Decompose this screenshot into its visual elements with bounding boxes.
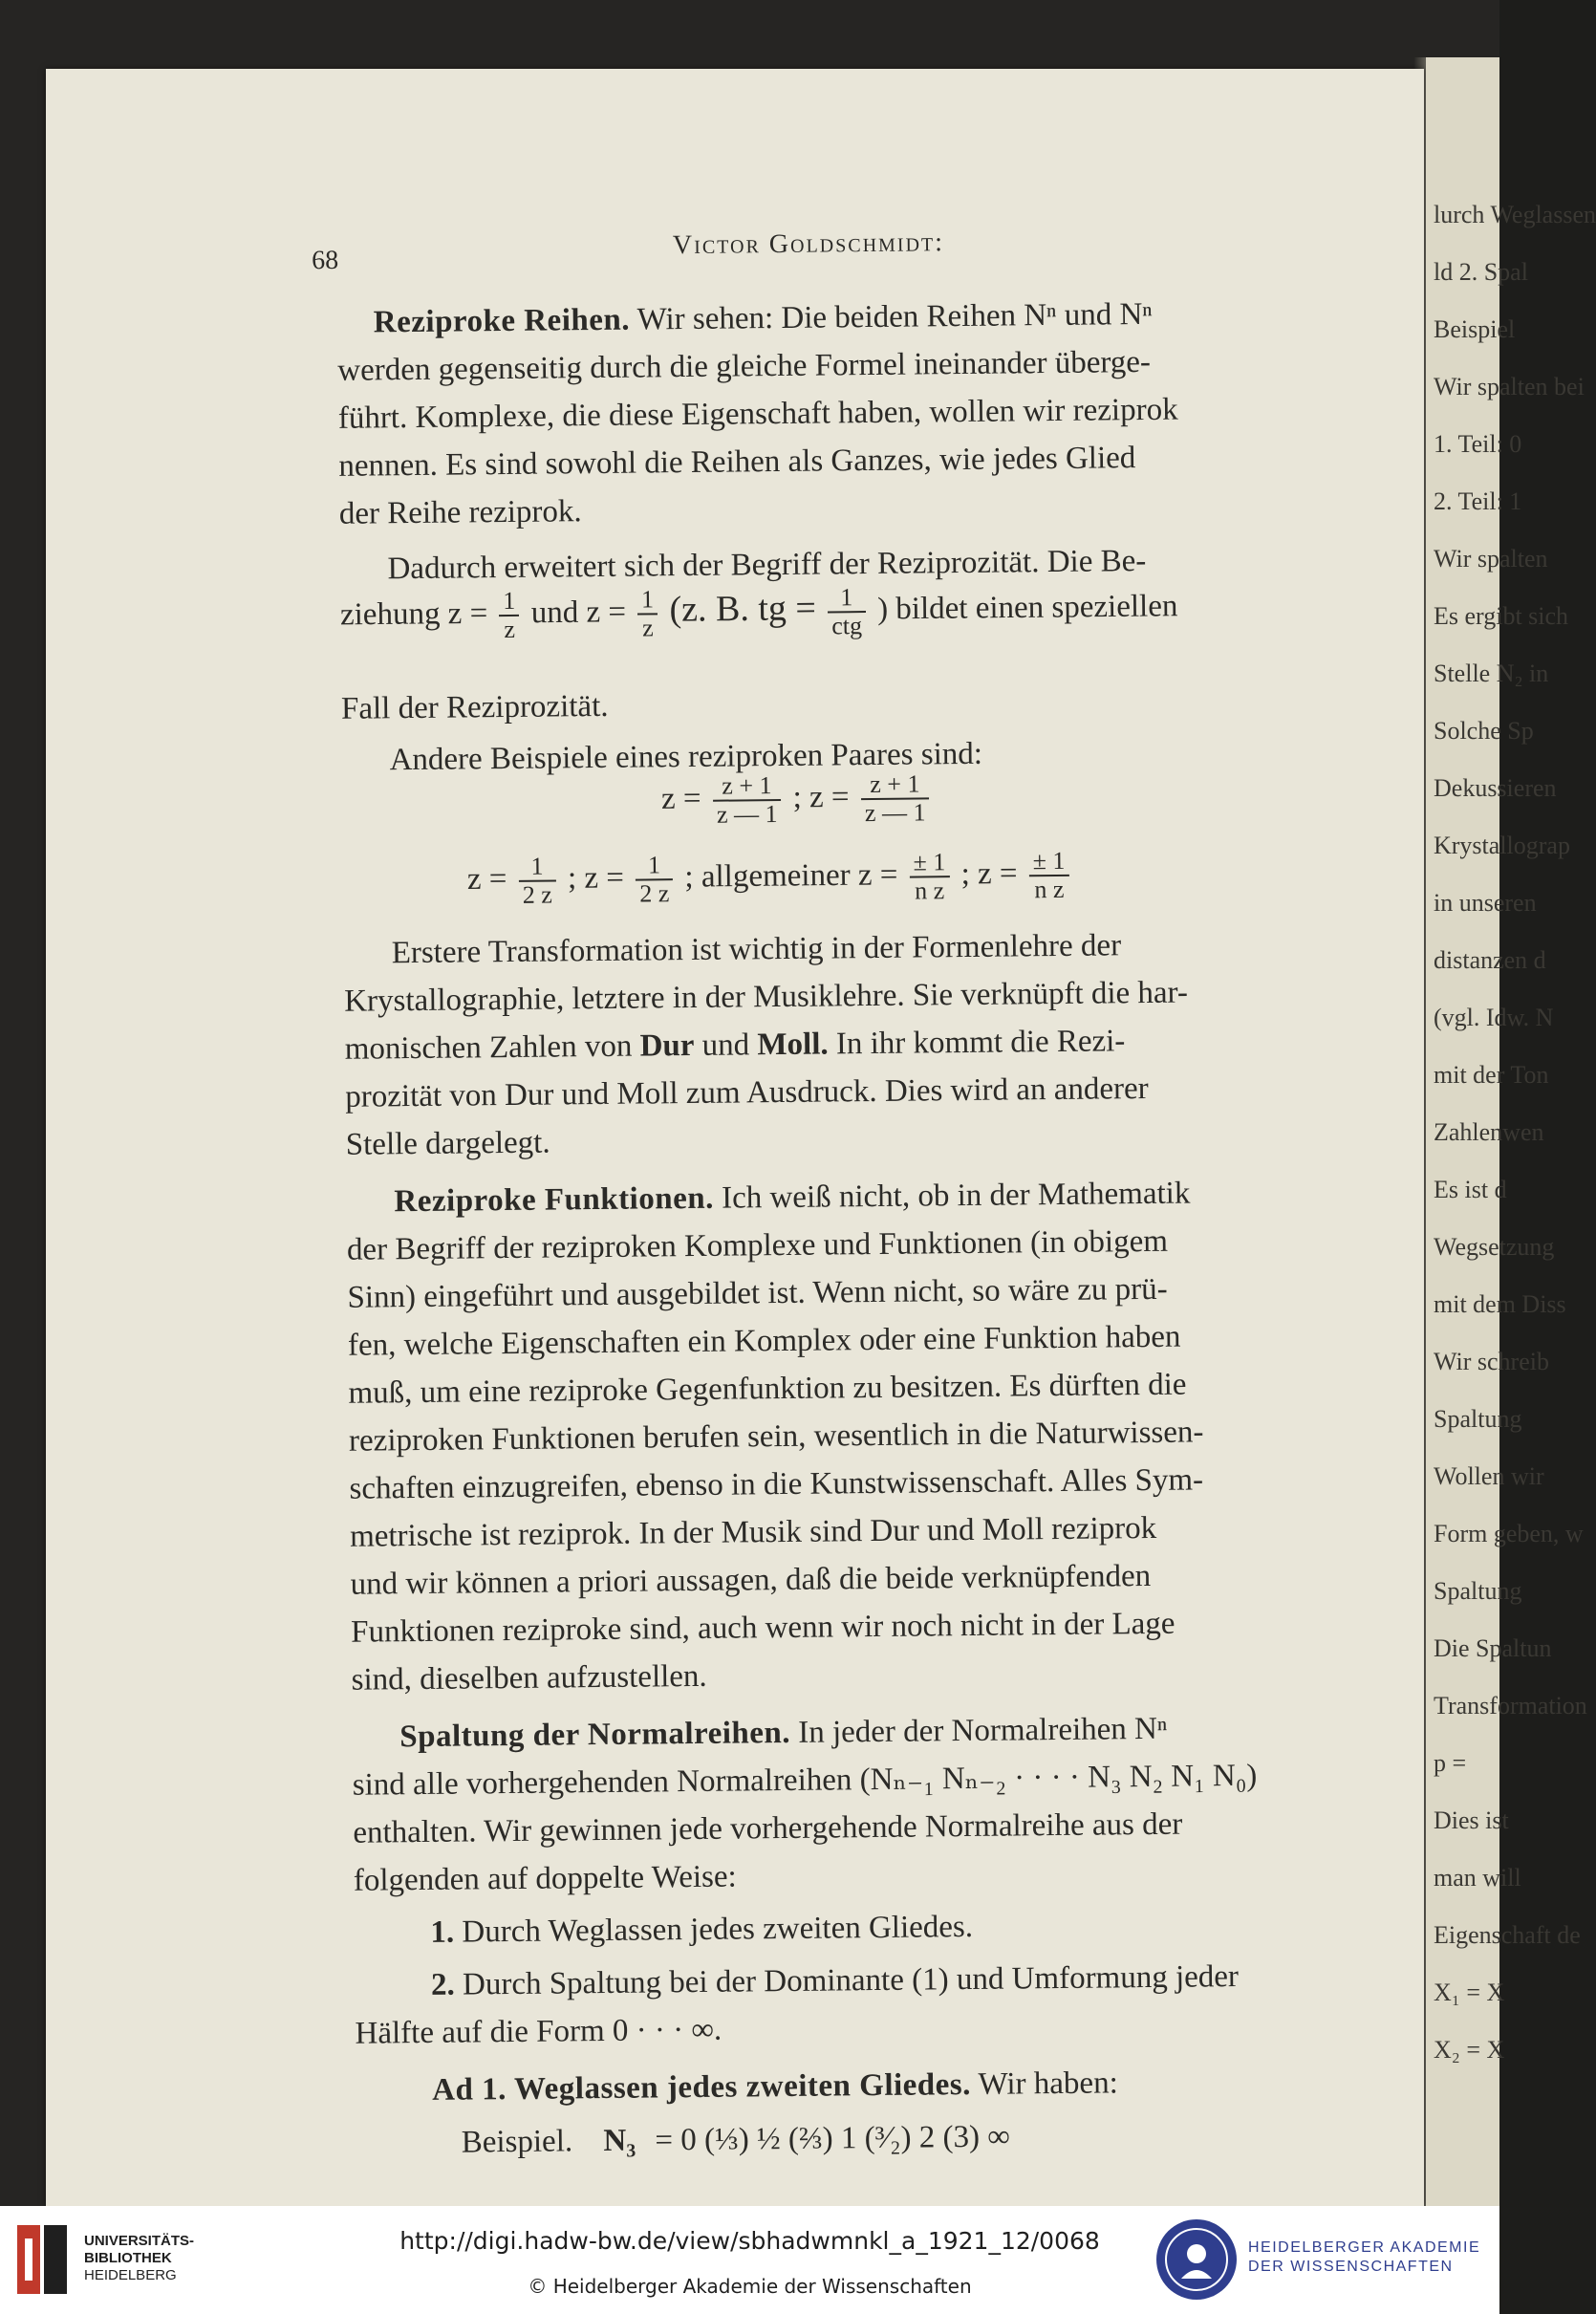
denominator: ctg	[831, 612, 863, 640]
next-page-fragment: lurch Weglassen	[1434, 201, 1596, 228]
text-line: Fall der Reziprozität.	[340, 688, 609, 726]
text-span: In ihr kommt die Rezi-	[835, 1024, 1126, 1062]
next-page-fragment: Transformation	[1434, 1692, 1587, 1719]
text-line: werden gegenseitig durch die gleiche Formel ineinander überge-	[337, 344, 1152, 388]
numerator: 1	[518, 853, 555, 881]
next-page-fragment: (vgl. Idw. N	[1434, 1004, 1554, 1031]
next-page-fragment: Eigenschaft de	[1434, 1921, 1581, 1949]
text-span: z =	[660, 781, 701, 816]
text-line	[374, 292, 1153, 345]
text-line: Krystallographie, letztere in der Musiklehre. Sie verknüpft die har-	[344, 975, 1189, 1019]
logo-text-line: BIBLIOTHEK	[84, 2250, 172, 2266]
numerator: 1	[828, 584, 866, 613]
text-span: Wir sehen: Die beiden Reihen Nⁿ und Nⁿ	[636, 296, 1153, 337]
text-line: Sinn) eingeführt und ausgebildet ist. Wenn nicht, so wäre zu prü-	[347, 1271, 1168, 1315]
next-page-fragment: Wir schreib	[1434, 1348, 1549, 1375]
text-line: Andere Beispiele eines reziproken Paares sind:	[389, 736, 983, 778]
logo-text-line: UNIVERSITÄTS-	[84, 2233, 195, 2249]
next-page-fragment: Beispiel	[1434, 315, 1516, 343]
list-item	[431, 1955, 1239, 2007]
text-line: fen, welche Eigenschaften ein Komplex oder eine Funktion haben	[347, 1319, 1181, 1363]
next-page-fragment: Es ergibt sich	[1434, 602, 1569, 630]
copyright-notice: © Heidelberger Akademie der Wissenschaften	[528, 2275, 972, 2298]
text-line: der Begriff der reziproken Komplexe und Funktionen (in obigem	[346, 1223, 1169, 1267]
text-span: Durch Weglassen jedes zweiten Gliedes.	[462, 1909, 974, 1950]
fraction	[518, 853, 556, 908]
section-heading: Reziproke Reihen.	[373, 302, 631, 340]
next-page-fragment: distanzen d	[1434, 946, 1546, 974]
footer-bar	[0, 2206, 1499, 2314]
book-page	[46, 69, 1424, 2206]
text-span: ) bildet einen speziellen	[876, 589, 1178, 627]
numerator: 1	[637, 586, 658, 615]
text-span: (z. B. tg =	[669, 588, 817, 630]
text-span: In jeder der Normalreihen Nⁿ	[798, 1711, 1168, 1750]
denominator: z — 1	[716, 800, 778, 829]
denominator: 2 z	[639, 879, 670, 908]
next-page-fragment: Wir spalten	[1434, 545, 1548, 573]
fraction	[499, 588, 520, 643]
text-span: und	[701, 1027, 750, 1063]
text-span: Wir haben:	[978, 2065, 1118, 2102]
text-line: enthalten. Wir gewinnen jede vorhergehende Normalreihe aus der	[353, 1806, 1183, 1850]
text-span: Beispiel.	[461, 2124, 573, 2160]
text-span: ; z =	[567, 860, 625, 896]
text-line: reziproken Funktionen berufen sein, wesentlich in die Naturwissen-	[348, 1415, 1204, 1459]
equation-line	[661, 770, 934, 829]
next-page-fragment: Krystallograp	[1434, 832, 1570, 859]
next-page-fragment: Spaltung	[1434, 1577, 1522, 1605]
page-content	[46, 54, 1446, 2206]
text-line: metrische ist reziprok. In der Musik sind Dur und Moll reziprok	[349, 1510, 1157, 1554]
academy-name	[1248, 2238, 1480, 2277]
denominator: z	[641, 614, 654, 642]
logo-text-line: HEIDELBERGER AKADEMIE	[1248, 2239, 1481, 2256]
text-line: der Reihe reziprok.	[338, 494, 582, 531]
text-span: ; z =	[792, 779, 850, 815]
denominator: n z	[1034, 875, 1065, 904]
next-page-fragment: in unseren	[1434, 889, 1537, 917]
text-line: Stelle dargelegt.	[345, 1125, 550, 1162]
next-page-edge	[1426, 57, 1596, 2206]
text-line: Dadurch erweitert sich der Begriff der Reziprozität. Die Be-	[387, 543, 1147, 587]
numerator: ± 1	[909, 849, 949, 877]
next-page-fragment: Dekussieren	[1434, 774, 1557, 802]
next-page-fragment: Dies ist	[1434, 1806, 1509, 1834]
list-item	[430, 1905, 973, 1955]
denominator: n z	[914, 876, 945, 905]
bold-term: Moll.	[757, 1027, 829, 1063]
list-number: 2.	[430, 1967, 455, 2002]
next-page-fragment: Stelle N₂ in	[1434, 660, 1549, 687]
section-heading: Ad 1. Weglassen jedes zweiten Gliedes.	[431, 2066, 972, 2108]
next-page-fragment: Die Spaltun	[1434, 1634, 1552, 1662]
next-page-fragment: 1. Teil: 0	[1434, 430, 1522, 458]
next-page-fragment: Zahlenwen	[1434, 1118, 1544, 1146]
text-line: Erstere Transformation ist wichtig in der Formenlehre der	[391, 928, 1122, 971]
logo-text-line: DER WISSENSCHAFTEN	[1248, 2259, 1454, 2275]
next-page-fragment: X₁ = X	[1434, 1979, 1505, 2006]
text-line	[394, 1172, 1190, 1224]
numerator: 1	[499, 588, 519, 616]
numerator: z + 1	[860, 770, 929, 800]
text-line: Hälfte auf die Form 0 · · · ∞.	[355, 2012, 723, 2051]
text-span: ; allgemeiner z =	[684, 857, 898, 895]
next-page-fragment: Form geben, w	[1434, 1520, 1584, 1547]
denominator: z — 1	[864, 798, 926, 828]
numerator: 1	[636, 852, 673, 880]
next-page-fragment: Wollen wir	[1434, 1462, 1544, 1490]
next-page-fragment: Solche Sp	[1434, 717, 1534, 745]
fraction	[828, 584, 866, 639]
section-heading: Spaltung der Normalreihen.	[399, 1715, 791, 1755]
next-page-fragment: ld 2. Spal	[1434, 258, 1528, 286]
equation-line	[340, 581, 1178, 645]
bold-term: Dur	[639, 1027, 695, 1064]
text-line: folgenden auf doppelte Weise:	[353, 1859, 737, 1898]
fraction	[860, 770, 929, 827]
text-span: ziehung z =	[339, 595, 488, 633]
next-page-fragment: man will	[1434, 1864, 1521, 1892]
next-page-fragment: Spaltung	[1434, 1405, 1522, 1433]
text-line: sind alle vorhergehenden Normalreihen (Nₙ₋₁ Nₙ₋₂ · · · · N₃ N₂ N₁ N₀)	[352, 1758, 1258, 1803]
next-page-fragment: X₂ = X	[1434, 2036, 1505, 2064]
text-line: Funktionen reziproke sind, auch wenn wir noch nicht in der Lage	[350, 1606, 1175, 1650]
text-line: muß, um eine reziproke Gegenfunktion zu besitzen. Es dürften die	[348, 1367, 1187, 1411]
next-page-fragment: mit dem Diss	[1434, 1290, 1566, 1318]
text-line: führt. Komplexe, die diese Eigenschaft haben, wollen wir reziprok	[337, 392, 1178, 436]
logo-text-line: HEIDELBERG	[84, 2267, 177, 2283]
text-line	[462, 2115, 1011, 2165]
next-page-fragment: Es ist d	[1434, 1176, 1507, 1203]
text-span: Durch Spaltung bei der Dominante (1) und Umformung jeder	[462, 1959, 1240, 2002]
academy-seal-icon	[1156, 2219, 1237, 2300]
text-span: = 0 (⅓) ½ (⅔) 1 (³⁄₂) 2 (3) ∞	[655, 2119, 1011, 2158]
page-number: 68	[311, 245, 339, 276]
text-span: monischen Zahlen von	[344, 1028, 633, 1067]
next-page-fragment: mit der Ton	[1434, 1061, 1549, 1089]
denominator: 2 z	[522, 880, 553, 909]
next-page-fragment: p =	[1434, 1749, 1467, 1777]
series-symbol: N₃	[603, 2123, 636, 2159]
text-line: und wir können a priori aussagen, daß die beide verknüpfenden	[350, 1558, 1152, 1602]
text-span: ; z =	[960, 855, 1018, 892]
text-line	[432, 2061, 1118, 2112]
text-span: und z =	[530, 595, 627, 631]
next-page-fragment: Wir spalten bei	[1434, 373, 1585, 400]
fraction	[637, 586, 658, 641]
fraction	[636, 852, 674, 907]
fraction	[1029, 848, 1069, 903]
equation-line	[467, 848, 1073, 910]
numerator: z + 1	[713, 772, 782, 802]
fraction	[713, 772, 782, 829]
list-number: 1.	[430, 1914, 455, 1950]
text-line	[345, 1019, 1126, 1071]
text-line: schaften einzugreifen, ebenso in die Kunstwissenschaft. Alles Sym-	[349, 1462, 1204, 1506]
next-page-fragment: 2. Teil: 1	[1434, 487, 1522, 515]
permalink-url[interactable]: http://digi.hadw-bw.de/view/sbhadwmnkl_a_1921_12/0068	[399, 2227, 1100, 2255]
text-line	[399, 1707, 1167, 1759]
text-span: Ich weiß nicht, ob in der Mathematik	[721, 1176, 1191, 1216]
text-span: z =	[466, 861, 507, 897]
section-heading: Reziproke Funktionen.	[394, 1180, 715, 1220]
running-head: Victor Goldschmidt:	[672, 227, 945, 261]
text-line: sind, dieselben aufzustellen.	[351, 1658, 707, 1698]
fraction	[909, 849, 949, 904]
text-line: prozität von Dur und Moll zum Ausdruck. Dies wird an anderer	[345, 1070, 1149, 1114]
text-line: nennen. Es sind sowohl die Reihen als Ganzes, wie jedes Glied	[338, 441, 1136, 484]
denominator: z	[504, 615, 516, 644]
numerator: ± 1	[1029, 848, 1069, 876]
next-page-fragment: Wegsetzung	[1434, 1233, 1555, 1261]
